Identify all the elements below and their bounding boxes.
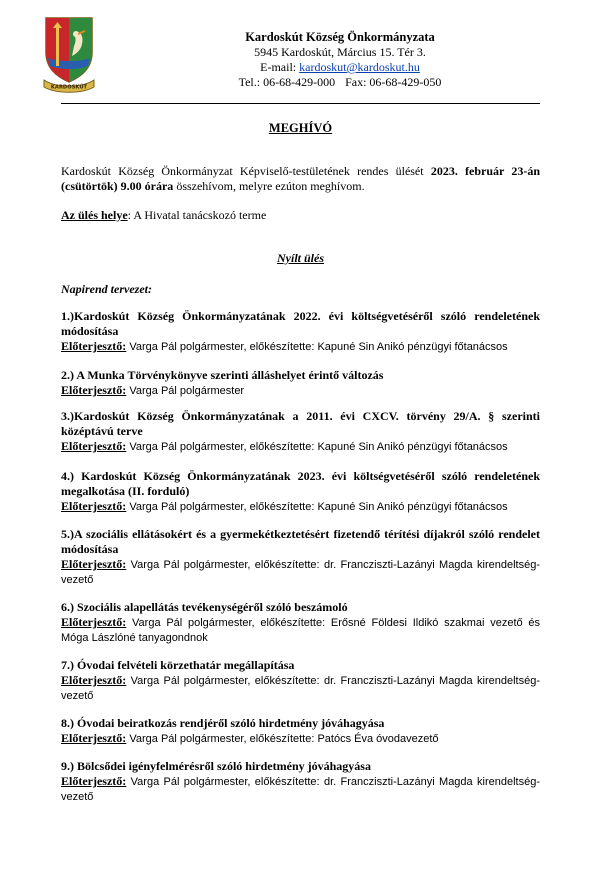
fax: Fax: 06-68-429-050 [345, 75, 442, 89]
agenda-item-title: 3.)Kardoskút Község Önkormányzatának a 2011. évi CXCV. törvény 29/A. § szerinti középtávú terve [61, 409, 540, 438]
agenda-item [61, 658, 540, 703]
invitation-text: Kardoskút Község Önkormányzat Képviselő-testületének rendes ülését 2023. február 23-án (csütörtök) 9.00 órára összehívom, melyre ezúton meghívom. [61, 164, 541, 193]
agenda-heading: Napirend tervezet: [61, 282, 152, 296]
agenda-item-title: 1.)Kardoskút Község Önkormányzatának 2022. évi költségvetéséről szóló rendeletének módosítása [61, 309, 540, 338]
agenda-item-presenter: Előterjesztő: Varga Pál polgármester, előkészítette: dr. Francziszti-Lazányi Magda kirendeltség-vezető [61, 557, 540, 586]
meeting-place-label: Az ülés helye [61, 208, 128, 222]
meeting-date: 2023. február 23-án (csütörtök) 9.00 órára [61, 164, 541, 193]
email-link[interactable]: kardoskut@kardoskut.hu [299, 60, 420, 74]
agenda-item [61, 600, 540, 645]
organization-name: Kardoskút Község Önkormányzata [245, 30, 435, 44]
agenda-item-presenter: Előterjesztő: Varga Pál polgármester, előkészítette: Kapuné Sin Anikó pénzügyi főtanácsos [61, 439, 508, 453]
address: 5945 Kardoskút, Március 15. Tér 3. [254, 45, 426, 59]
agenda-item [61, 759, 540, 804]
svg-text:KARDOSKÚT: KARDOSKÚT [50, 84, 88, 91]
agenda-item [61, 527, 540, 587]
meeting-place-value: : A Hivatal tanácskozó terme [127, 208, 267, 222]
agenda-item [61, 409, 540, 455]
document-title: MEGHÍVÓ [268, 121, 333, 135]
agenda-item-title: 2.) A Munka Törvénykönyve szerinti álláshelyet érintő változás [61, 368, 384, 382]
telephone: Tel.: 06-68-429-000 [238, 75, 336, 89]
phone-fax-line [140, 75, 540, 90]
email-prefix: E-mail: [260, 60, 300, 74]
open-session-heading: Nyílt ülés [277, 251, 324, 265]
coat-of-arms-logo [38, 14, 100, 98]
header-divider [61, 103, 540, 104]
email-line [140, 60, 540, 75]
agenda-item-title: 6.) Szociális alapellátás tevékenységéről szóló beszámoló [61, 600, 348, 614]
agenda-item [61, 469, 540, 515]
meeting-place [61, 208, 540, 223]
agenda-item [61, 368, 540, 399]
agenda-item-presenter: Előterjesztő: Varga Pál polgármester, előkészítette: Kapuné Sin Anikó pénzügyi főtanácsos [61, 499, 508, 513]
letterhead [140, 30, 540, 90]
agenda-item-title: 7.) Óvodai felvételi körzethatár megállapítása [61, 658, 295, 672]
agenda-item-presenter: Előterjesztő: Varga Pál polgármester, előkészítette: Kapuné Sin Anikó pénzügyi főtanácsos [61, 339, 508, 353]
agenda-item-presenter: Előterjesztő: Varga Pál polgármester, előkészítette: Patócs Éva óvodavezető [61, 731, 439, 745]
agenda-item-presenter: Előterjesztő: Varga Pál polgármester, előkészítette: dr. Francziszti-Lazányi Magda kirendeltség-vezető [61, 774, 540, 803]
agenda-item-presenter: Előterjesztő: Varga Pál polgármester, előkészítette: dr. Francziszti-Lazányi Magda kirendeltség-vezető [61, 673, 540, 702]
agenda-item [61, 309, 540, 355]
agenda-item-title: 5.)A szociális ellátásokért és a gyermekétkeztetésért fizetendő térítési díjakról szóló rendelet módosítása [61, 527, 540, 556]
agenda-item-title: 4.) Kardoskút Község Önkormányzatának 2023. évi költségvetéséről szóló rendeletének megalkotása (II. forduló) [61, 469, 540, 498]
agenda-item-presenter: Előterjesztő: Varga Pál polgármester, előkészítette: Erősné Földesi Ildikó szakmai vezető és Móga Lászlóné tanyagondnok [61, 615, 540, 644]
agenda-item-title: 9.) Bölcsődei igényfelmérésről szóló hirdetmény jóváhagyása [61, 759, 371, 773]
agenda-item-title: 8.) Óvodai beiratkozás rendjéről szóló hirdetmény jóváhagyása [61, 716, 385, 730]
agenda-item-presenter: Előterjesztő: Varga Pál polgármester [61, 383, 245, 397]
agenda-item [61, 716, 540, 747]
